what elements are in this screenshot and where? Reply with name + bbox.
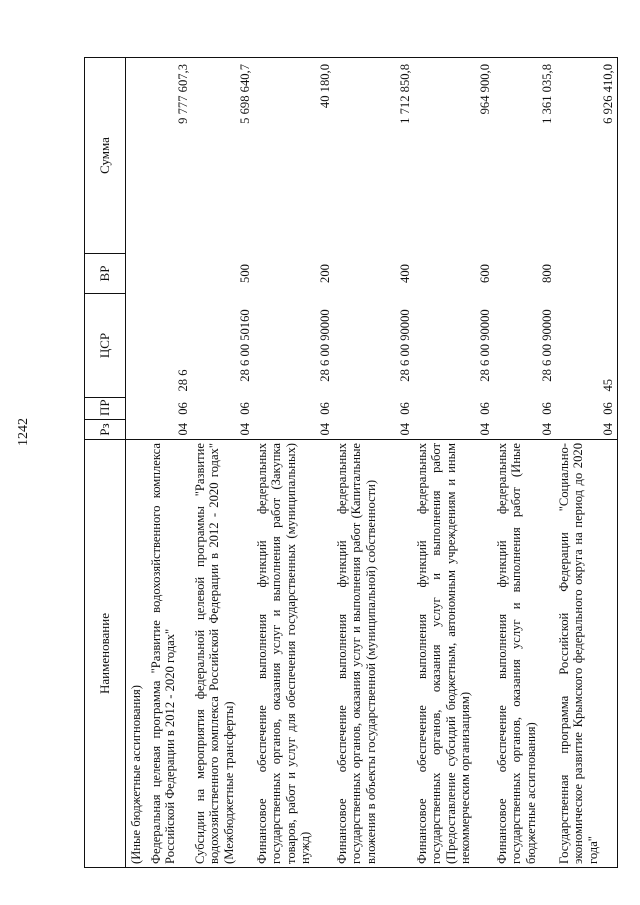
header-name: Наименование bbox=[85, 440, 126, 868]
row-csr: 28 6 00 90000 bbox=[539, 309, 554, 382]
table-row bbox=[556, 58, 618, 868]
table-body bbox=[126, 58, 618, 868]
table-row bbox=[334, 58, 414, 868]
row-vr: 400 bbox=[397, 264, 412, 283]
table-header bbox=[85, 58, 126, 868]
row-pr: 06 bbox=[175, 402, 190, 415]
row-vr: 500 bbox=[237, 264, 252, 283]
budget-table bbox=[84, 57, 618, 868]
table-row bbox=[148, 58, 192, 868]
row-pr: 06 bbox=[556, 398, 618, 420]
row-rz: 04 bbox=[237, 422, 252, 436]
header-rz: Рз bbox=[85, 420, 126, 440]
row-pr bbox=[126, 398, 148, 420]
row-vr: 800 bbox=[539, 264, 554, 283]
row-sum: 964 900,0 bbox=[414, 58, 494, 254]
row-vr bbox=[126, 254, 148, 294]
row-sum: 1 361 035,8 bbox=[494, 58, 556, 254]
row-rz: 04 bbox=[175, 422, 190, 436]
row-vr: 200 bbox=[317, 264, 332, 283]
row-pr: 06 bbox=[237, 402, 252, 415]
row-sum: 5 698 640,7 bbox=[192, 58, 254, 254]
table-row bbox=[192, 58, 254, 868]
row-rz bbox=[126, 420, 148, 440]
header-vr: ВР bbox=[85, 254, 126, 294]
table-row bbox=[126, 58, 148, 868]
table-row bbox=[494, 58, 556, 868]
row-name: (Иные бюджетные ассигнования) bbox=[126, 440, 148, 868]
header-sum: Сумма bbox=[85, 58, 126, 254]
row-pr: 06 bbox=[477, 402, 492, 415]
row-pr: 06 bbox=[539, 402, 554, 415]
row-name: Финансовое обеспечение выполнения функций федеральных государственных органов, оказания услуг и выполнения работ (Капитальные вложения в объекты государственной (муниципальной) собственности) bbox=[334, 440, 414, 868]
row-name: Государственная программа Российской Федерации "Социально-экономическое развитие Крымского федерального округа на период до 2020 года" bbox=[556, 440, 618, 868]
row-rz: 04 bbox=[539, 422, 554, 436]
row-csr: 28 6 00 50160 bbox=[237, 309, 252, 382]
row-sum bbox=[126, 58, 148, 254]
row-name: Субсидии на мероприятия федеральной целевой программы "Развитие водохозяйственного комплекса Российской Федерации в 2012 - 2020 годах" (Межбюджетные трансферты) bbox=[192, 440, 254, 868]
row-sum: 1 712 850,8 bbox=[334, 58, 414, 254]
row-csr: 28 6 00 90000 bbox=[397, 309, 412, 382]
row-sum: 6 926 410,0 bbox=[556, 58, 618, 254]
table-row bbox=[254, 58, 334, 868]
header-pr: ПР bbox=[85, 398, 126, 420]
row-csr: 28 6 bbox=[175, 369, 190, 392]
row-rz: 04 bbox=[477, 422, 492, 436]
row-pr: 06 bbox=[397, 402, 412, 415]
row-sum: 9 777 607,3 bbox=[148, 58, 192, 254]
row-name: Финансовое обеспечение выполнения функций федеральных государственных органов, оказания услуг и выполнения работ (Закупка товаров, работ и услуг для обеспечения государственных (муниципальных) нужд) bbox=[254, 440, 334, 868]
page-number: 1242 bbox=[16, 418, 31, 446]
row-vr bbox=[556, 254, 618, 294]
row-sum: 40 180,0 bbox=[254, 58, 334, 254]
row-rz: 04 bbox=[317, 422, 332, 436]
header-csr: ЦСР bbox=[85, 294, 126, 398]
row-csr: 28 6 00 90000 bbox=[477, 309, 492, 382]
row-rz: 04 bbox=[556, 420, 618, 440]
row-vr bbox=[148, 254, 192, 294]
row-csr bbox=[126, 294, 148, 398]
table-row bbox=[414, 58, 494, 868]
row-pr: 06 bbox=[317, 402, 332, 415]
budget-table-container bbox=[84, 58, 616, 868]
row-name: Федеральная целевая программа "Развитие водохозяйственного комплекса Российской Федерации в 2012 - 2020 годах" bbox=[148, 440, 192, 868]
row-csr: 28 6 00 90000 bbox=[317, 309, 332, 382]
row-rz: 04 bbox=[397, 422, 412, 436]
row-name: Финансовое обеспечение выполнения функций федеральных государственных органов, оказания услуг и выполнения работ (Предоставление субсидий бюджетным, автономным учреждениям и иным некоммерческим организациям) bbox=[414, 440, 494, 868]
row-name: Финансовое обеспечение выполнения функций федеральных государственных органов, оказания услуг и выполнения работ (Иные бюджетные ассигнования) bbox=[494, 440, 556, 868]
row-vr: 600 bbox=[477, 264, 492, 283]
row-csr: 45 bbox=[556, 294, 618, 398]
